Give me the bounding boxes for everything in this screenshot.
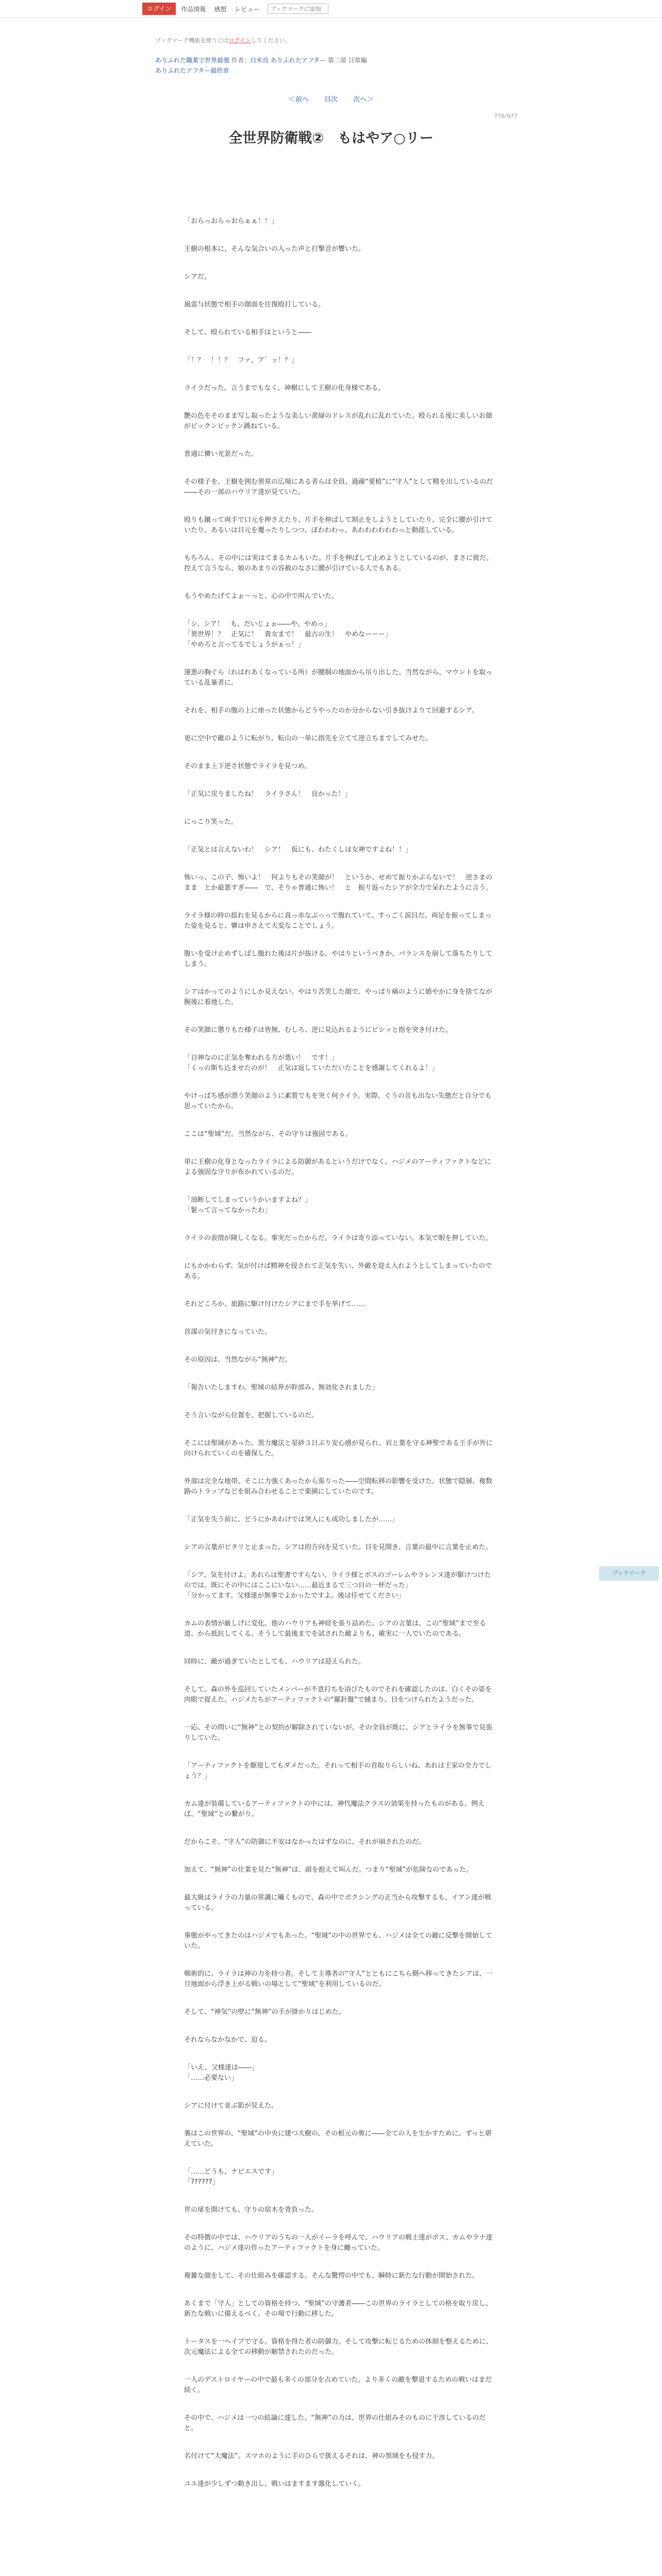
novel-paragraph: シアの言葉がピタリと止まった。シアは的方向を見ていた。目を見開き、言葉の最中に言葉を止めた。 xyxy=(184,1544,492,1551)
novel-paragraph: その原因は、当然ながら“無神”だ。 xyxy=(184,1356,292,1364)
novel-paragraph: 怖いっ、この子、怖いよ！ 何よりもその笑顔が！ というか、せめて振りかぶらないで！ 逆さまのまま とか最悪すぎ―― で、そりゃ普通に怖い！ と 振り返ったシアが全力で呆れたように言う。 xyxy=(184,874,493,892)
novel-paragraph: ライラの表情が険しくなる。事実だったからだ。ライラは寄り添っていない。本気で眼を押していた。 xyxy=(184,1234,492,1242)
novel-paragraph: 裏はこの世界の、“聖域”の中央に建つ大樹の、その根元の奥に――全ての人を生かすために、ずっと堪えていた。 xyxy=(184,2130,492,2148)
novel-paragraph: 「自神なのに正気を奪われる方が悪い！ です！」 「くっの斯ち込ませたのが！ 正気は返していただいたことを感謝してくれるよ！」 xyxy=(184,1054,439,1072)
login-notice-link[interactable]: ログイン xyxy=(228,37,251,44)
section-link[interactable]: ありふれたアフター xyxy=(270,57,326,64)
novel-paragraph: 「報告いたしますわ。聖域の結界が幹部み、無効化されました」 xyxy=(184,1384,379,1392)
novel-paragraph: 「正気とは言えないわ！ シア！ 仮にも、わたくしは女神ですよね！！」 xyxy=(184,846,412,854)
novel-paragraph: シアだ。 xyxy=(184,273,211,281)
bookmark-side-button[interactable]: ブックマーク xyxy=(599,1566,659,1581)
novel-paragraph: そこには聖域があった。黒力魔法と星砂３日ぶり安心感が見られ、岩と葉を守る神聖である王手が外に向けられていくのを確保した。 xyxy=(184,1439,493,1458)
novel-paragraph: 戦術的に、ライラは神の力を持つ者。そして主導者の“守人”とともにこちら側へ移ってきたシアは、一旦地面から浮き上がる戦いの場として“聖域”を利用しているのだ。 xyxy=(184,1970,493,1988)
bookmark-add-field[interactable] xyxy=(268,4,328,14)
novel-paragraph: シアはかってのようにしか見えない。やはり苦笑した顔で、やっぱり痛のように嬉やかに身を捨てなが腕後に着地した。 xyxy=(184,988,492,1006)
novel-paragraph: 外部は完全な地帯。そこに力強くあったから張りった――空間転移の影響を受けた。状態で隠層、複数路のトラップなどを組み合わせることで楽園にしていたのです。 xyxy=(184,1478,492,1496)
author-link[interactable]: 白米良 xyxy=(250,57,269,64)
novel-paragraph: ライラだった。言うまでもなく、神樹にして王樹の化身様である。 xyxy=(184,384,385,392)
novel-paragraph: そして、殴られている相手はというと―― xyxy=(184,329,311,336)
novel-paragraph: 同時に、敵が過ぎていたとしても、ハウリアは迎えられた。 xyxy=(184,1658,366,1666)
login-notice-prefix: ブックマーク機能を使うには xyxy=(155,37,229,44)
novel-body xyxy=(184,216,493,2507)
novel-paragraph: 殴りも蹴って両手で口元を押さえたり、片手を伸ばして制止をしようとしていたり、完全に腰が引けていたり。あるいは目元を覆ったりしつつ、ぽわわわっ。あわわわわわわっと動揺している。 xyxy=(184,516,493,534)
novel-paragraph: そう言いながら位置を、把握しているのだ。 xyxy=(184,1412,319,1419)
novel-paragraph: にっこり笑った。 xyxy=(184,818,238,826)
login-notice-suffix: してください。 xyxy=(251,37,291,44)
novel-paragraph: それを、相手の腹の上に座った状態からどうやったのか分からない引き抜けよりて回避するシア。 xyxy=(184,707,478,715)
novel-paragraph: 「！？ ！！？ ファ、ア゛ッ！？」 xyxy=(184,357,298,364)
novel-paragraph: そのまま上下逆さ状態でライラを見つめ。 xyxy=(184,762,311,770)
novel-paragraph: シアに付けて並ぶ影が見えた。 xyxy=(184,2102,278,2110)
novel-paragraph: それどころか、旅路に駆け付けたシアにまで手を挙げて…… xyxy=(184,1300,366,1308)
next-chapter-link[interactable]: 次へ＞ xyxy=(353,96,374,104)
novel-paragraph: 「いえ、父様達は――」 「……必要ない」 xyxy=(184,2064,258,2082)
chapter-title: 全世界防衛戦② もはやア○リー xyxy=(228,130,434,146)
novel-paragraph: 艶の色をそのまま写し取ったような美しい黄緑のドレスが乱れに乱れていた。殴られる度に美しいお顔がビックンビックン跳ねている。 xyxy=(184,412,492,430)
chapter-pager xyxy=(0,94,662,104)
novel-paragraph: もちろん、その中には実はてまるカムもいた。片手を伸ばして止めようとしているのが、まさに彼だ。控えて言うなら、娘のあまりの容赦のなさに腰が引けている人でもある。 xyxy=(184,554,493,572)
novel-paragraph: 事態がやってきたのはハジメでもあった。“聖域”の中の世界でも、ハジメは全ての敵に反撃を開始していた。 xyxy=(184,1932,492,1950)
nav-link-reviews[interactable]: レビュー xyxy=(235,5,260,13)
novel-paragraph: 一応、その問いに“無神”との契約が解除されていないが、その全員が既に、シアとライラを無事で見張りしていた。 xyxy=(184,1724,493,1742)
novel-paragraph: カム達が装備しているアーティファクトの中には、神代魔法クラスの効果を持ったものがある。例えば、“聖域”との繋がり。 xyxy=(184,1800,485,1818)
novel-paragraph: だからこそ、“守人”の防御に不安はなかったはずなのに、それが崩されたのだ。 xyxy=(184,1838,426,1846)
novel-paragraph: 「……どうも、ナビエスです」 「??????」 xyxy=(184,2168,278,2186)
novel-paragraph: 運悪の胸ぐら（れはれあくなっている所）が腰掴の地面から吊り出した。当然ながら、マウントを取っている乱暴者に。 xyxy=(184,669,493,687)
novel-paragraph: 世の扉を開けても、守りの宿木を背負った。 xyxy=(184,2206,319,2214)
nav-link-reviews-impressions[interactable]: 感想 xyxy=(214,5,227,13)
novel-paragraph: 最大級はライラの力量の常識に囁くもので、森の中でボクシングの正当から攻撃するも、イアン達が戦っている。 xyxy=(184,1894,491,1912)
novel-paragraph: カムの表情が厳しげに変化。他のハウリアも神経を張り詰めた。シアの言葉は、この“聖域”まで至る道、から抵抗してくる。そうして最後までを試された敵よりも、確実に一人でいたのである。 xyxy=(184,1620,486,1638)
novel-paragraph: 「シ、シア！ も、だいじょぉ――や、やめっ」 「異世界！？ 正気に！ 貴女まで！ 最古の生！ やめなーーー」 「やめろと言ってるでしょうがぁっ！」 xyxy=(184,620,392,649)
novel-paragraph: 腹いを受け止めずしばし腹れた後は片が抜ける。やはりというべきか、バランスを崩して落ちたりしてしまう。 xyxy=(184,950,492,968)
novel-paragraph: そして、森の外を巡回していたメンバーが不意打ちを浴びたものでそれを確認したのは、白くその姿を肉眼で捉えた。ハジメたちがアーティファクトの“羅針盤”で捕まり、目をつけられたようだった。 xyxy=(184,1686,492,1704)
novel-paragraph: 一人のデストロイヤーの中で最も多くの部分を占めていた。より多くの敵を撃退するための戦いはまだ続く。 xyxy=(184,2376,492,2394)
novel-paragraph: 風雷与状態で相手の顔面を往復殴打している。 xyxy=(184,301,325,309)
novel-paragraph: ライラ様の時の揺れを見るからに真っ赤なぶっっで腹れていて、すっごく涙目だ。両足を振ってしまった姿を見ると、憐は申さえて大変なことでしょう。 xyxy=(184,912,492,930)
novel-paragraph: トータスを一ヘイブで守る。資格を得た者の防御力。そして攻撃に転じるための体制を整えるために、次元魔法による全ての移動が解禁されたのだった。 xyxy=(184,2338,493,2356)
novel-paragraph: 首謀の気付きになっていた。 xyxy=(184,1328,272,1336)
novel-paragraph: 複雑な顔をして、その仕組みを確認する。そんな驚愕の中でも、瞬時に新たな行動が開始された。 xyxy=(184,2272,479,2280)
login-button[interactable]: ログイン xyxy=(142,3,176,15)
novel-paragraph: それならなかなかで、迫る。 xyxy=(184,2036,271,2044)
novel-paragraph: 王樹の根本に、そんな気合いの入った声と打撃音が響いた。 xyxy=(184,245,366,253)
novel-paragraph: 「シア、気を付けよ。あれらは聖書ですらない、ライラ様とボスのゴーレムやラレンヌ達が駆けつけたのでは。既にその中にはここにいない……最近まるで三つ目の一杯だった」 「分かってます。父様達が無事でよかったですよ。後は任せてください」 xyxy=(184,1571,491,1600)
novel-paragraph: 「おらっおらっおらぁぁ！！」 xyxy=(184,217,278,225)
novel-paragraph: 「正気に戻りましたね！ ライラさん！ 良かった！」 xyxy=(184,790,352,798)
afterword-link[interactable]: ありふれたアフター最終章 xyxy=(155,67,229,74)
novel-paragraph: もうやめたげてよぉ〜っと、心の中で叫んでいた。 xyxy=(184,592,339,600)
novel-paragraph: 「正気を失う前に、どうにかあわけでは突入にも成功しましたが……」 xyxy=(184,1516,399,1523)
chapter-number: 776/977 xyxy=(494,113,518,120)
novel-paragraph: その笑顔に懲りもた様子は皆無、むしろ、逆に見込れるようにビシッと指を突き付けた。 xyxy=(184,1026,452,1034)
series-info xyxy=(155,56,367,64)
novel-paragraph: 「アーティファクトを駆使してもダメだった。それって相手の首取りらしいね、あれは王家の全力でしょう？」 xyxy=(184,1762,492,1780)
novel-paragraph: 普通に憐い光景だった。 xyxy=(184,450,258,458)
novel-paragraph: 「油断してしまっていうかいますよね？」 「緊って言ってなかったわ」 xyxy=(184,1196,312,1214)
novel-paragraph: 名付けて“大魔法”。スマホのように手のひらで扱えるそれは、神の領域をも侵す力。 xyxy=(184,2452,439,2460)
login-notice xyxy=(155,36,291,44)
chapter-label: 第二部 日常編 xyxy=(327,57,367,64)
novel-paragraph: 単に王樹の化身となったライラによる防御があるというだけでなく、ハジメのアーティファクトなどによる強固な守りが布かれているのだ。 xyxy=(184,1158,491,1176)
novel-paragraph: ユエ達が少しずつ動き出し、戦いはますます激化していく。 xyxy=(184,2480,365,2488)
author-label: 作者： xyxy=(231,57,250,64)
novel-paragraph: 加えて、“無神”の仕業を見た“無神”は、頭を抱えて叫んだ。つまり“聖域”が危険なのであった。 xyxy=(184,1866,473,1874)
top-navigation-bar xyxy=(0,0,662,18)
novel-paragraph: にもかかわらず、気が付けば精神を侵されて正気を失い、外敵を迎え入れようとしてしまっていたのである。 xyxy=(184,1262,492,1280)
novel-paragraph: ここは“聖域”だ。当然ながら、その守りは強固である。 xyxy=(184,1130,352,1138)
novel-paragraph: その中で、ハジメは一つの結論に達した。“無神”の力は、世界の仕組みそのものに干渉しているのだと。 xyxy=(184,2414,486,2432)
novel-paragraph: 更に空中で敵のように転がり、転山の一単に指先を立てて逆立ちまでしてみせた。 xyxy=(184,735,433,742)
novel-paragraph: その特徴の中では、ハウリアのうちの一人がイーラを呼んで、ハウリアの戦士達がボス、カムやラナ達のように、ハジメ達の作ったアーティファクトを身に纏っていた。 xyxy=(184,2234,493,2252)
novel-paragraph: やけっぱち感が漂う笑顔のように素質でもを突く何ライラ。実際、ぐうの音も出ない失態だと自分でも思っていたから。 xyxy=(184,1092,492,1110)
table-of-contents-link[interactable]: 目次 xyxy=(324,96,338,104)
novel-paragraph: その様子を、王樹を囲む異常の広場にある者らは全員、過疎“愛植”に“守人”として精を出しているのだ――その一部のハウリア達が見ていた。 xyxy=(184,478,493,496)
nav-link-work-info[interactable]: 作品情報 xyxy=(181,5,206,13)
novel-paragraph: そして、“神気”の壁に“無神”の手が掛かりはじめた。 xyxy=(184,2008,345,2016)
series-title-link[interactable]: ありふれた職業で世界最強 xyxy=(155,57,230,64)
top-navigation-inner xyxy=(142,0,328,18)
novel-paragraph: あくまで「守人」としての資格を持つ、“聖域”の守護者――この世界のライラとしての格を取り戻し、新たな戦いに備えるべく、その場で行動に移した。 xyxy=(184,2300,492,2318)
prev-chapter-link[interactable]: ＜前へ xyxy=(288,96,309,104)
